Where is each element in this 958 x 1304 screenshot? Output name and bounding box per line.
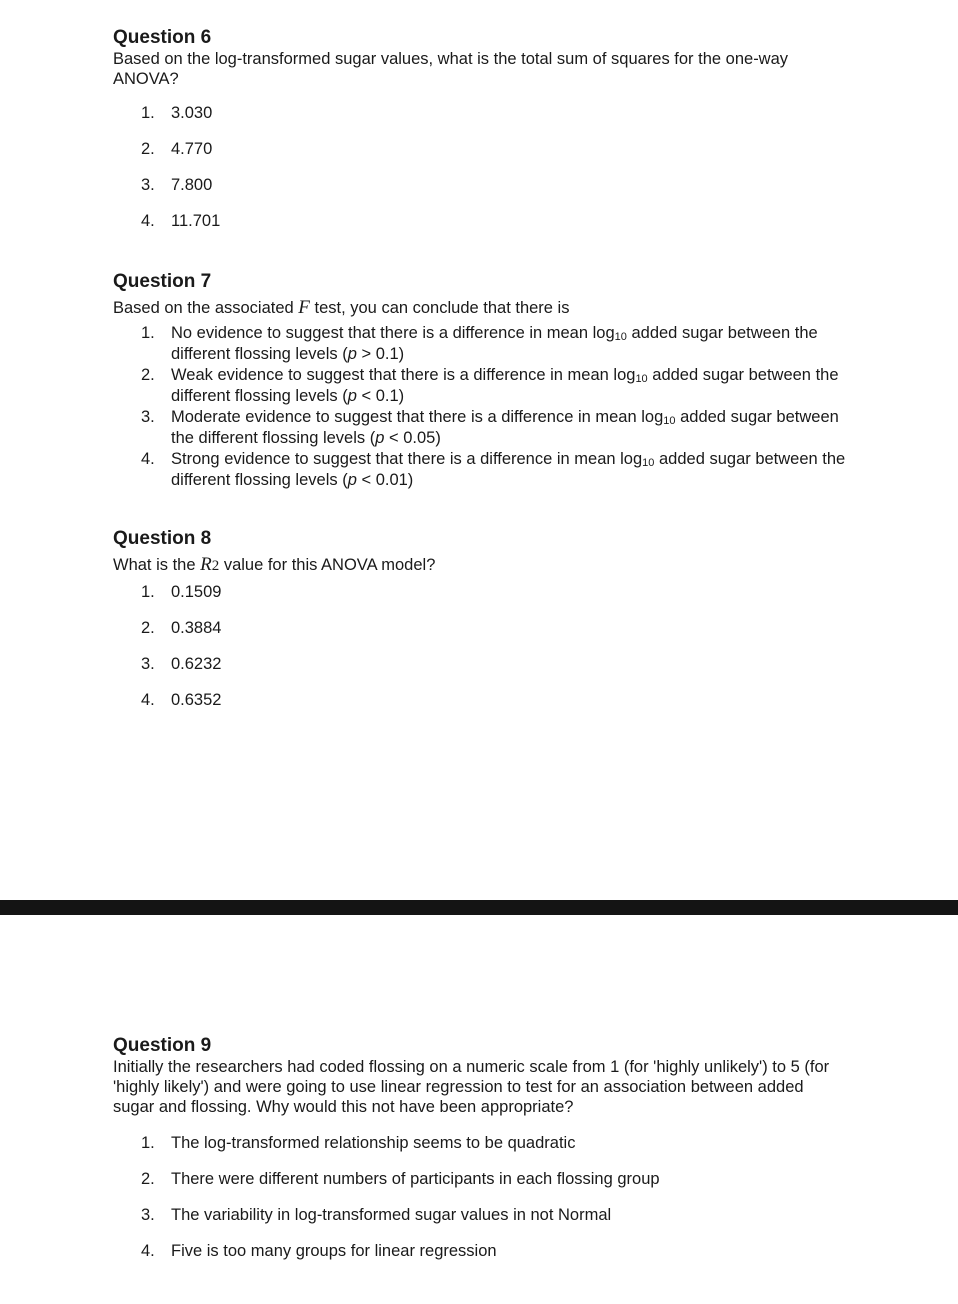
option-text: 3.030 xyxy=(171,104,213,122)
question-7-option[interactable] xyxy=(113,365,858,406)
option-number: 1. xyxy=(141,583,155,601)
option-number: 2. xyxy=(141,619,155,637)
log-base: 10 xyxy=(614,331,627,343)
question-6-option[interactable] xyxy=(113,103,873,124)
option-text: The log-transformed relationship seems to be quadratic xyxy=(171,1134,576,1152)
option-text: 0.1509 xyxy=(171,583,222,601)
option-text: There were different numbers of participants in each flossing group xyxy=(171,1170,660,1188)
question-6-options xyxy=(113,103,873,232)
option-number: 3. xyxy=(141,176,155,194)
question-8 xyxy=(113,528,873,726)
log-base: 10 xyxy=(635,373,648,385)
option-number: 2. xyxy=(141,1170,155,1188)
question-6 xyxy=(113,27,873,247)
option-number: 4. xyxy=(141,1242,155,1260)
question-8-option[interactable] xyxy=(113,690,873,711)
p-variable: p xyxy=(375,428,385,447)
option-number: 2. xyxy=(141,140,155,158)
option-number: 4. xyxy=(141,212,155,230)
question-7-option[interactable] xyxy=(113,407,858,448)
option-number: 4. xyxy=(141,691,155,709)
log-base: 10 xyxy=(663,415,676,427)
option-text: added sugar between the different flossing levels ( xyxy=(171,450,846,489)
question-9-option[interactable] xyxy=(113,1241,873,1262)
option-number: 1. xyxy=(141,104,155,122)
option-text: 4.770 xyxy=(171,140,213,158)
option-text: 0.6232 xyxy=(171,655,222,673)
option-text: No evidence to suggest that there is a difference in mean log xyxy=(171,324,615,342)
f-variable: F xyxy=(298,297,310,318)
question-9-option[interactable] xyxy=(113,1169,873,1190)
option-text: 11.701 xyxy=(171,212,221,230)
option-number: 2. xyxy=(141,366,155,384)
question-8-option[interactable] xyxy=(113,582,873,603)
r-variable: R xyxy=(200,554,212,575)
option-number: 1. xyxy=(141,1134,155,1152)
option-text: < 0.05) xyxy=(384,428,441,447)
option-text: Weak evidence to suggest that there is a difference in mean log xyxy=(171,366,636,384)
question-9-title: Question 9 xyxy=(113,1035,212,1056)
question-8-options xyxy=(113,582,873,711)
option-text: 0.3884 xyxy=(171,619,222,637)
p-variable: p xyxy=(347,470,357,489)
p-variable: p xyxy=(347,344,357,363)
option-text: < 0.1) xyxy=(356,386,405,405)
option-text: > 0.1) xyxy=(356,344,405,363)
question-9-option[interactable] xyxy=(113,1205,873,1226)
question-7 xyxy=(113,271,873,491)
question-6-option[interactable] xyxy=(113,211,873,232)
option-number: 1. xyxy=(141,324,155,342)
question-8-option[interactable] xyxy=(113,654,873,675)
option-number: 3. xyxy=(141,408,155,426)
stem-text: value for this ANOVA model? xyxy=(219,556,436,574)
option-number: 4. xyxy=(141,450,155,468)
question-6-stem: Based on the log-transformed sugar values, what is the total sum of squares for the one-way ANOVA? xyxy=(113,50,789,88)
option-text: The variability in log-transformed sugar values in not Normal xyxy=(171,1206,612,1224)
question-9 xyxy=(113,1035,873,1277)
log-base: 10 xyxy=(642,457,655,469)
question-7-option[interactable] xyxy=(113,449,858,490)
question-8-title: Question 8 xyxy=(113,528,212,549)
option-number: 3. xyxy=(141,655,155,673)
question-7-option[interactable] xyxy=(113,323,858,364)
option-text: added sugar between the different flossing levels ( xyxy=(171,408,839,447)
option-text: 7.800 xyxy=(171,176,213,194)
question-6-option[interactable] xyxy=(113,139,873,160)
question-9-option[interactable] xyxy=(113,1133,873,1154)
option-text: added sugar between the different flossing levels ( xyxy=(171,366,839,405)
r-exponent: 2 xyxy=(211,558,220,574)
p-variable: p xyxy=(347,386,357,405)
question-9-options xyxy=(113,1133,873,1262)
stem-text: Based on the associated xyxy=(113,299,299,317)
question-8-stem xyxy=(113,555,873,576)
question-6-title: Question 6 xyxy=(113,27,212,48)
stem-text: What is the xyxy=(113,556,201,574)
question-8-option[interactable] xyxy=(113,618,873,639)
question-7-stem xyxy=(113,298,873,318)
option-text: Five is too many groups for linear regression xyxy=(171,1242,497,1260)
option-text: < 0.01) xyxy=(356,470,414,489)
option-text: added sugar between the different flossing levels ( xyxy=(171,324,818,363)
option-text: Strong evidence to suggest that there is a difference in mean log xyxy=(171,450,643,468)
question-7-title: Question 7 xyxy=(113,271,212,292)
option-text: Moderate evidence to suggest that there is a difference in mean log xyxy=(171,408,664,426)
question-7-options xyxy=(113,323,858,490)
question-6-option[interactable] xyxy=(113,175,873,196)
option-text: 0.6352 xyxy=(171,691,222,709)
page-divider xyxy=(0,900,958,915)
question-9-stem: Initially the researchers had coded flossing on a numeric scale from 1 (for 'highly unlikely') to 5 (for 'highly likely') and were going to use linear regression to test for an association between added sugar and flossing. Why would this not have been appropriate? xyxy=(113,1058,830,1116)
option-number: 3. xyxy=(141,1206,155,1224)
stem-text: test, you can conclude that there is xyxy=(309,299,570,317)
